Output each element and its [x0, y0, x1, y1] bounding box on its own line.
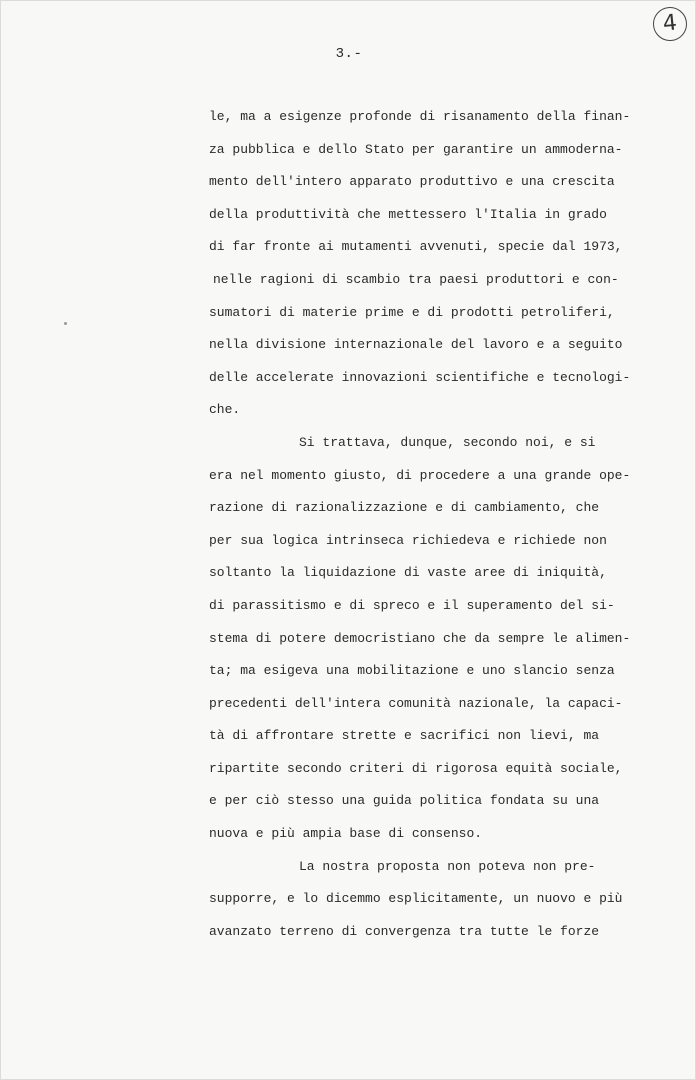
text-line: ta; ma esigeva una mobilitazione e uno slancio senza — [209, 663, 615, 679]
text-line: di far fronte ai mutamenti avvenuti, specie dal 1973, — [209, 239, 623, 255]
text-line: nella divisione internazionale del lavoro e a seguito — [209, 337, 623, 353]
text-line: di parassitismo e di spreco e il superamento del si- — [209, 597, 615, 613]
page-number: 3.- — [335, 46, 363, 62]
text-line: stema di potere democristiano che da sempre le alimen- — [209, 630, 631, 646]
body-text — [209, 101, 631, 948]
text-line: le, ma a esigenze profonde di risanamento della finan- — [209, 109, 631, 124]
text-line: avanzato terreno di convergenza tra tutte le forze — [209, 923, 600, 939]
text-line: della produttività che mettessero l'Italia in grado — [209, 206, 607, 222]
paragraph-start-line: Si trattava, dunque, secondo noi, e si — [299, 434, 596, 450]
scan-speck — [64, 322, 67, 325]
text-line: ripartite secondo criteri di rigorosa equità sociale, — [209, 760, 623, 776]
text-line: nelle ragioni di scambio tra paesi produttori e con- — [213, 271, 619, 287]
text-line: tà di affrontare strette e sacrifici non lievi, ma — [209, 728, 600, 744]
text-line: soltanto la liquidazione di vaste aree di iniquità, — [209, 565, 607, 581]
text-line: razione di razionalizzazione e di cambiamento, che — [209, 500, 600, 516]
text-line: sumatori di materie prime e di prodotti petroliferi, — [209, 304, 615, 320]
text-line: che. — [209, 402, 241, 418]
text-line: nuova e più ampia base di consenso. — [209, 826, 483, 842]
text-line: za pubblica e dello Stato per garantire un ammoderna- — [209, 141, 623, 157]
folio-number-mark: 4 — [651, 5, 688, 42]
text-line: era nel momento giusto, di procedere a una grande ope- — [209, 467, 631, 483]
text-line: supporre, e lo dicemmo esplicitamente, un nuovo e più — [209, 891, 623, 907]
text-line: mento dell'intero apparato produttivo e una crescita — [209, 174, 615, 190]
text-line: delle accelerate innovazioni scientifiche e tecnologi- — [209, 369, 631, 385]
text-line: per sua logica intrinseca richiedeva e richiede non — [209, 532, 607, 548]
text-line: e per ciò stesso una guida politica fondata su una — [209, 793, 600, 809]
text-line: precedenti dell'intera comunità nazionale, la capaci- — [209, 695, 623, 711]
paragraph-start-line: La nostra proposta non poteva non pre- — [299, 858, 596, 874]
